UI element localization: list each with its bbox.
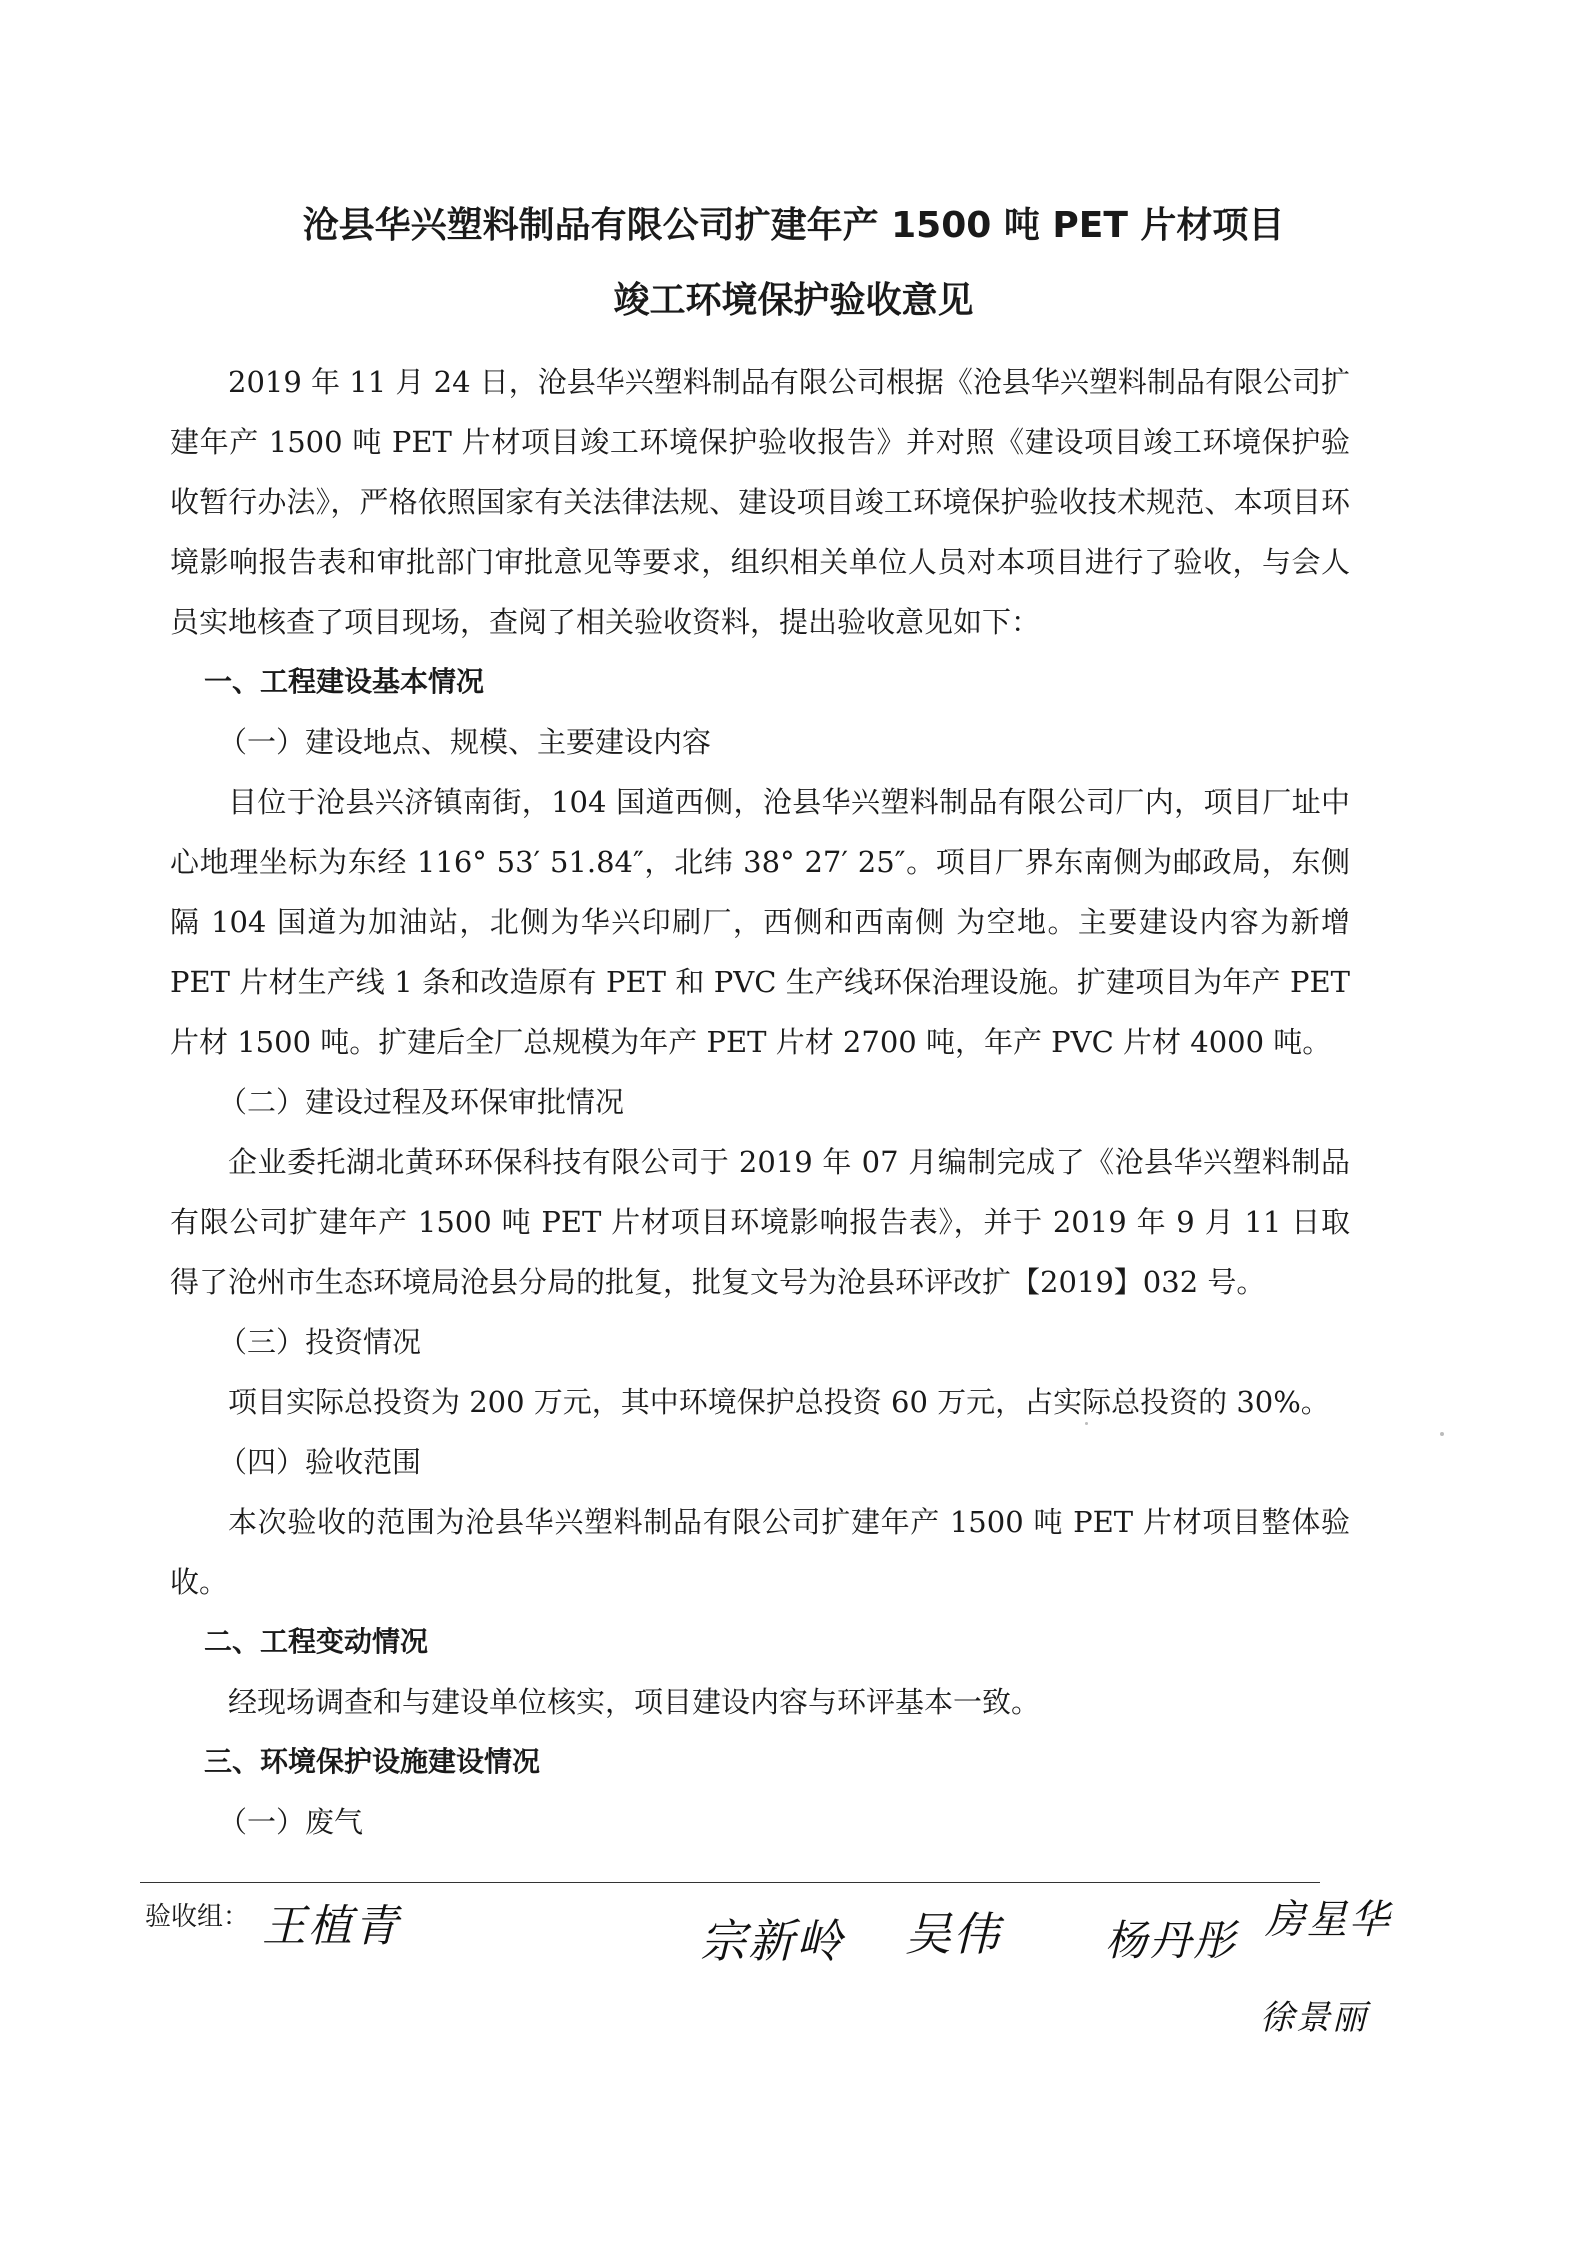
subsection-heading: （三）投资情况: [218, 1325, 422, 1359]
subsection-heading: （二）建设过程及环保审批情况: [218, 1085, 625, 1119]
paragraph: 企业委托湖北黄环环保科技有限公司于 2019 年 07 月编制完成了《沧县华兴塑料制品有限公司扩建年产 1500 吨 PET 片材项目环境影响报告表》，并于 2019 年 9 月 11 日取得了沧州市生态环境局沧县分局的批复，批复文号为沧县环评改扩【2019】032 号。: [170, 1145, 1350, 1299]
signature-4: 杨丹彤: [1105, 1916, 1238, 1965]
document-title-line-1: 沧县华兴塑料制品有限公司扩建年产 1500 吨 PET 片材项目: [302, 205, 1285, 246]
signature-label: 验收组：: [145, 1902, 250, 1932]
paragraph: 本次验收的范围为沧县华兴塑料制品有限公司扩建年产 1500 吨 PET 片材项目整体验收。: [170, 1505, 1350, 1599]
paragraph: 2019 年 11 月 24 日，沧县华兴塑料制品有限公司根据《沧县华兴塑料制品有限公司扩建年产 1500 吨 PET 片材项目竣工环境保护验收报告》并对照《建设项目竣工环境保护验收暂行办法》，严格依照国家有关法律法规、建设项目竣工环境保护验收技术规范、本项目环境影响报告表和审批部门审批意见等要求，组织相关单位人员对本项目进行了验收，与会人员实地核查了项目现场，查阅了相关验收资料，提出验收意见如下：: [170, 365, 1350, 639]
section-heading: 二、工程变动情况: [204, 1625, 429, 1658]
signature-6: 徐景丽: [1260, 1998, 1368, 2038]
section-heading: 三、环境保护设施建设情况: [204, 1745, 541, 1778]
document-title-line-2: 竣工环境保护验收意见: [613, 280, 974, 321]
signature-divider: [140, 1882, 1320, 1883]
paragraph: 经现场调查和与建设单位核实，项目建设内容与环评基本一致。: [228, 1685, 1041, 1719]
scan-speck: [1440, 1432, 1444, 1436]
signature-3: 吴伟: [905, 1907, 1001, 1961]
subsection-heading: （四）验收范围: [218, 1445, 422, 1479]
scan-speck: [1085, 1422, 1088, 1425]
signature-5: 房星华: [1265, 1897, 1391, 1943]
document-body: [170, 352, 1350, 1852]
signature-2: 宗新岭: [700, 1914, 844, 1968]
subsection-heading: （一）废气: [218, 1805, 364, 1839]
subsection-heading: （一）建设地点、规模、主要建设内容: [218, 725, 712, 759]
paragraph: 目位于沧县兴济镇南街，104 国道西侧，沧县华兴塑料制品有限公司厂内，项目厂址中心地理坐标为东经 116° 53′ 51.84″，北纬 38° 27′ 25″。项目厂界东南侧为邮政局，东侧隔 104 国道为加油站，北侧为华兴印刷厂，西侧和西南侧 为空地。主要建设内容为新增 PET 片材生产线 1 条和改造原有 PET 和 PVC 生产线环保治理设施。扩建项目为年产 PET 片材 1500 吨。扩建后全厂总规模为年产 PET 片材 2700 吨，年产 PVC 片材 4000 吨。: [170, 785, 1350, 1059]
section-heading: 一、工程建设基本情况: [204, 665, 485, 698]
paragraph: 项目实际总投资为 200 万元，其中环境保护总投资 60 万元，占实际总投资的 30%。: [228, 1385, 1330, 1419]
signature-1: 王植青: [262, 1901, 400, 1952]
